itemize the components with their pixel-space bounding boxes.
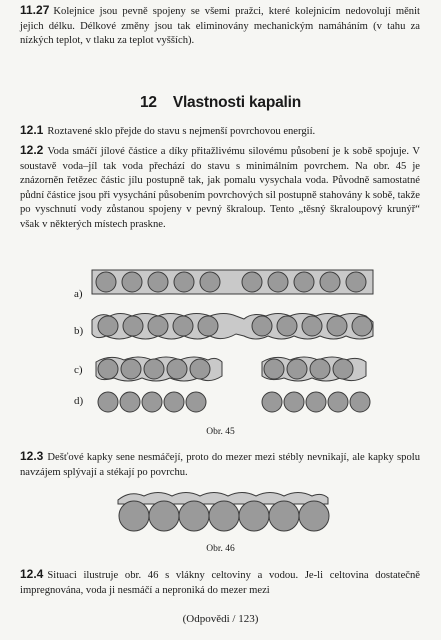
paragraph-number: 12.3	[20, 449, 44, 463]
paragraph-text: Dešťové kapky sene nesmáčejí, proto do mezer mezi stébly nevnikají, ale kapky spolu navzájem splývají a stékají po povrchu.	[20, 452, 420, 478]
figure-label-a: a)	[74, 288, 83, 300]
figure-label-b: b)	[74, 325, 84, 337]
paragraph-12-3	[20, 449, 420, 480]
paragraph-number: 11.27	[20, 3, 50, 17]
figure-label-c: c)	[74, 364, 83, 376]
paragraph-text: Situaci ilustruje obr. 46 s vlákny celtoviny a vodou. Je-li celtovina dostatečně impregnována, voda ji nesmáčí a neproniká do mezer mezi	[20, 570, 420, 596]
paragraph-text: Voda smáčí jílové částice a díky přitažlivému silovému působení je k sobě spojuje. V soustavě voda–jíl tak voda přechází do stavu s minimálním povrchem. Na obr. 45 je znázorněn řetězec částic jílu postupně tak, jak pomalu vysychala voda. Původně samostatné půdní částice jsou při vysychání působením povrchových sil postupně stahovány k sobě, takže po vyschnutí vody zůstanou spojeny v pevný škraloup. Tento „těsný škraloupový krunýř“ však v některých místech praskne.	[20, 146, 420, 230]
figure-label-d: d)	[74, 395, 84, 407]
paragraph-12-2	[20, 143, 420, 233]
figure-46-drawing	[0, 488, 441, 538]
chapter-number: 12	[139, 94, 157, 111]
chapter-heading	[0, 94, 441, 112]
paragraph-number: 12.2	[20, 143, 44, 157]
paragraph-text: Roztavené sklo přejde do stavu s nejmenší povrchovou energií.	[47, 126, 316, 137]
paragraph-number: 12.1	[20, 123, 44, 137]
paragraph-text: Kolejnice jsou pevně spojeny se všemi pražci, které kolejnicím nedovolují měnit jejich délku. Délkové změny jsou tak eliminovány mechanickým namáháním (v tahu za nízkých teplot, v tlaku za teplot vyšších).	[20, 6, 420, 47]
figure-46	[0, 488, 441, 558]
paragraph-12-1	[20, 123, 420, 140]
page-footer: (Odpovědi / 123)	[182, 613, 259, 625]
chapter-title: Vlastnosti kapalin	[172, 94, 302, 111]
particle-row-c	[98, 359, 353, 379]
figure-45-caption: Obr. 45	[206, 427, 235, 437]
figure-45	[0, 262, 441, 442]
paragraph-number: 12.4	[20, 567, 44, 581]
paragraph-11-27	[20, 3, 420, 49]
figure-46-caption: Obr. 46	[206, 544, 235, 554]
figure-45-drawing	[0, 262, 441, 422]
paragraph-12-4	[20, 567, 420, 598]
particle-row-d	[98, 392, 370, 412]
fiber-row	[119, 501, 329, 531]
